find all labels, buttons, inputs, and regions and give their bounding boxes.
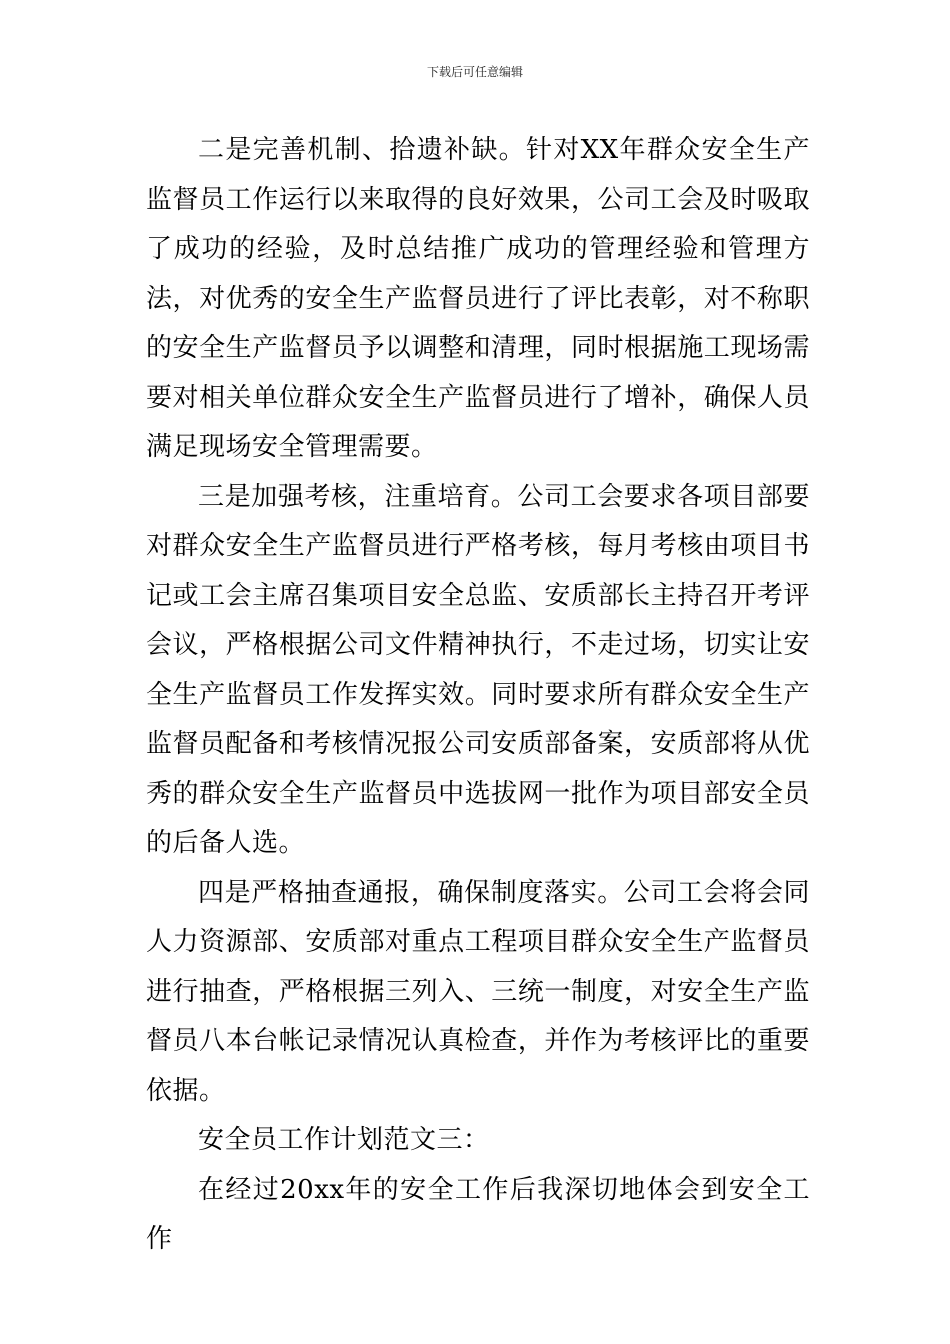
page-header: 下载后可任意编辑 <box>426 65 523 79</box>
document-body <box>146 126 810 1265</box>
paragraph-intro: 在经过20xx年的安全工作后我深切地体会到安全工作 <box>146 1174 810 1254</box>
section-heading: 安全员工作计划范文三： <box>198 1125 490 1155</box>
paragraph-inspection: 四是严格抽查通报，确保制度落实。公司工会将会同人力资源部、安质部对重点工程项目群众安全生产监督员进行抽查，严格根据三列入、三统一制度，对安全生产监督员八本台帐记录情况认真检查，并作为考核评比的重要依据。 <box>146 877 810 1106</box>
paragraph-mechanism: 二是完善机制、拾遗补缺。针对XX年群众安全生产监督员工作运行以来取得的良好效果，公司工会及时吸取了成功的经验，及时总结推广成功的管理经验和管理方法，对优秀的安全生产监督员进行了评比表彰，对不称职的安全生产监督员予以调整和清理，同时根据施工现场需要对相关单位群众安全生产监督员进行了增补，确保人员满足现场安全管理需要。 <box>146 135 810 462</box>
paragraph-assessment: 三是加强考核，注重培育。公司工会要求各项目部要对群众安全生产监督员进行严格考核，每月考核由项目书记或工会主席召集项目安全总监、安质部长主持召开考评会议，严格根据公司文件精神执行，不走过场，切实让安全生产监督员工作发挥实效。同时要求所有群众安全生产监督员配备和考核情况报公司安质部备案，安质部将从优秀的群众安全生产监督员中选拔网一批作为项目部安全员的后备人选。 <box>146 481 810 858</box>
